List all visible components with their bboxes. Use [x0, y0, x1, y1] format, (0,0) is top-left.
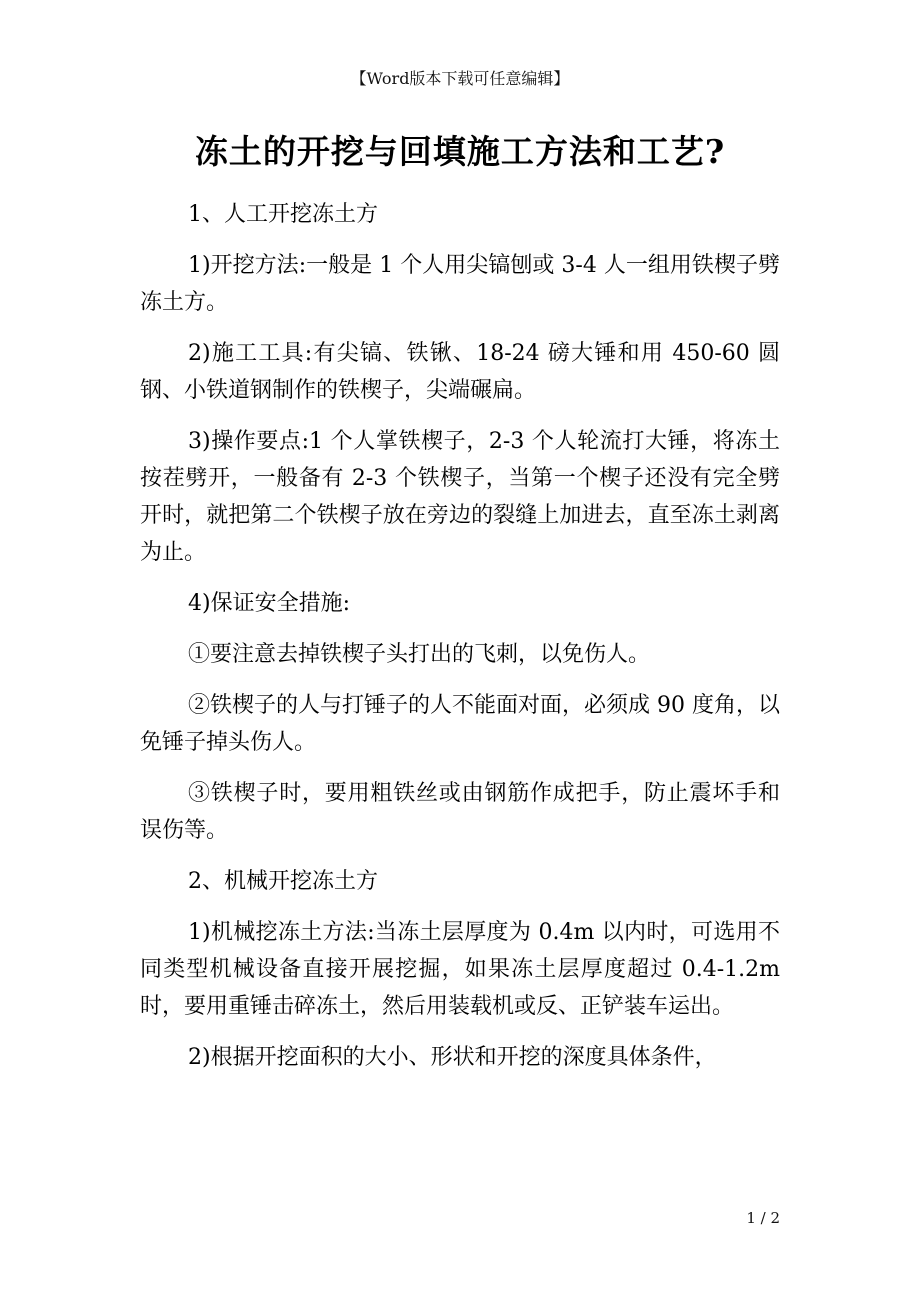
paragraph-excavation-method: 1)开挖方法:一般是 1 个人用尖镐刨或 3-4 人一组用铁楔子劈冻土方。: [140, 253, 780, 315]
paragraph-operation-points: 3)操作要点:1 个人掌铁楔子，2-3 个人轮流打大锤，将冻土按茬劈开，一般备有 2-3 个铁楔子，当第一个楔子还没有完全劈开时，就把第二个铁楔子放在旁边的裂缝上加进去，直至冻土剥离为止。: [140, 429, 780, 565]
page-number: 1 / 2: [746, 1209, 780, 1227]
document-title: 冻土的开挖与回填施工方法和工艺?: [194, 132, 726, 171]
paragraph-area-conditions: 2)根据开挖面积的大小、形状和开挖的深度具体条件，: [188, 1045, 717, 1070]
safety-item-3: ③铁楔子时，要用粗铁丝或由钢筋作成把手，防止震坏手和误伤等。: [140, 781, 780, 843]
safety-item-2: ②铁楔子的人与打锤子的人不能面对面，必须成 90 度角，以免锤子掉头伤人。: [140, 693, 780, 755]
paragraph-mechanical-method: 1)机械挖冻土方法:当冻土层厚度为 0.4m 以内时，可选用不同类型机械设备直接开展挖掘，如果冻土层厚度超过 0.4-1.2m 时，要用重锤击碎冻土，然后用装载机或反、正铲装车运出。: [140, 920, 780, 1019]
document-header-note: 【Word版本下载可任意编辑】: [350, 69, 570, 88]
document-body: [140, 196, 780, 1090]
section-heading-mechanical-excavation: 2、机械开挖冻土方: [188, 869, 378, 894]
paragraph-construction-tools: 2)施工工具:有尖镐、铁锹、18-24 磅大锤和用 450-60 圆钢、小铁道钢制作的铁楔子，尖端碾扁。: [140, 341, 780, 403]
section-heading-manual-excavation: 1、人工开挖冻土方: [188, 202, 378, 227]
paragraph-safety-measures-heading: 4)保证安全措施:: [188, 591, 350, 616]
safety-item-1: ①要注意去掉铁楔子头打出的飞刺，以免伤人。: [188, 642, 651, 667]
